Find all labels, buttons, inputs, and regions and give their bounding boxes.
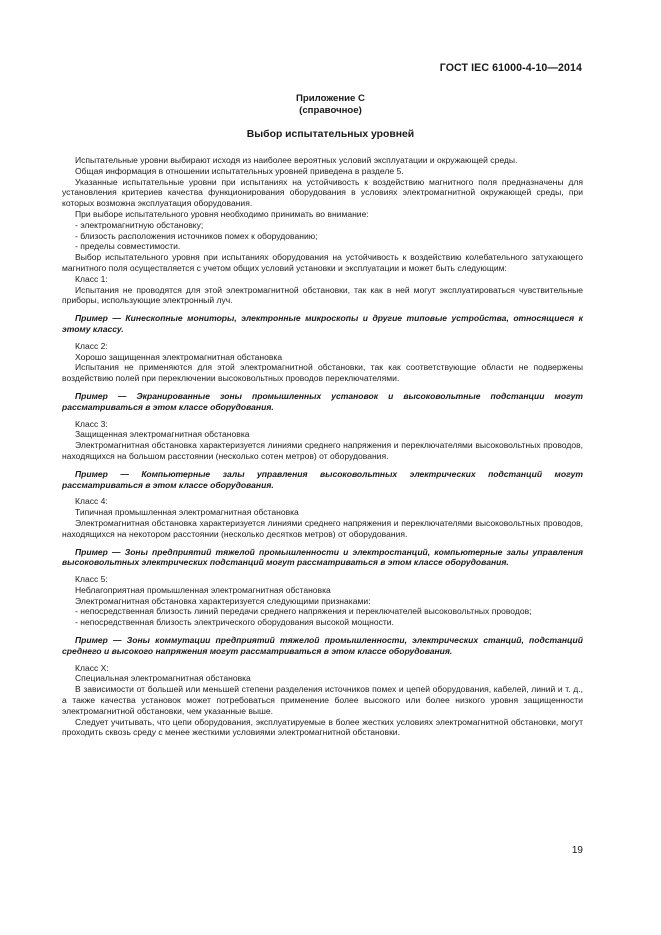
- annex-subtitle: (справочное): [299, 105, 362, 116]
- paragraph: Электромагнитная обстановка характеризуется следующими признаками:: [75, 595, 371, 606]
- class-label: Класс 5:: [75, 574, 108, 585]
- class-label: Класс 2:: [75, 340, 108, 351]
- paragraph: В зависимости от большей или меньшей степени разделения источников помех и цепей оборудования, кабелей, линий и т. д., а также качества установок может потребоваться применение более высокого или более низкого уровня защищенности электромагнитной обстановки, чем указанные выше.: [62, 684, 583, 716]
- section-title: Выбор испытательных уровней: [246, 129, 415, 140]
- list-item: - непосредственная близость линий передачи среднего напряжения и переключателей высоковольтных проводов;: [75, 606, 532, 617]
- annex-heading: [0, 93, 661, 117]
- class-label: Класс 1:: [75, 273, 108, 284]
- paragraph: Испытательные уровни выбирают исходя из наиболее вероятных условий эксплуатации и окружающей среды.: [75, 155, 518, 165]
- document-id: ГОСТ IEC 61000-4-10—2014: [439, 62, 582, 74]
- paragraph: Указанные испытательные уровни при испытаниях на устойчивость к воздействию магнитного поля предназначены для установления критериев качества функционирования оборудования в условиях электромагнитной окружающей среды, при которых возможна эксплуатация оборудования.: [62, 176, 583, 209]
- paragraph: При выборе испытательного уровня необходимо принимать во внимание:: [75, 208, 369, 219]
- class-name: Защищенная электромагнитная обстановка: [75, 429, 250, 440]
- class-label: Класс 4:: [75, 496, 108, 507]
- class-name: Типичная промышленная электромагнитная обстановка: [75, 507, 299, 518]
- example-note: Пример — Зоны предприятий тяжелой промышленности и электростанций, компьютерные залы управления высоковольтных электрических подстанций могут рассматриваться в этом классе оборудования.: [62, 546, 583, 568]
- example-note: Пример — Зоны коммутации предприятий тяжелой промышленности, электрических станций, подстанций среднего и высокого напряжения могут рассматриваться в этом классе оборудования.: [62, 635, 583, 656]
- list-item: - пределы совместимости.: [75, 241, 181, 252]
- class-name: Хорошо защищенная электромагнитная обстановка: [75, 351, 283, 362]
- list-item: - непосредственная близость электрического оборудования высокой мощности.: [75, 617, 394, 628]
- paragraph: Электромагнитная обстановка характеризуется линиями среднего напряжения и переключателями высоковольтных проводов, находящихся на некотором расстоянии (несколько десятков метров) от оборудования.: [62, 517, 583, 539]
- example-note: Пример — Экранированные зоны промышленных установок и высоковольтные подстанции могут рассматриваться в этом классе оборудования.: [62, 390, 583, 412]
- list-item: - близость расположения источников помех к оборудованию;: [75, 230, 318, 241]
- paragraph: Выбор испытательного уровня при испытаниях оборудования на устойчивость к воздействию колебательного затухающего магнитного поля осуществляется с учетом общих условий установки и эксплуатации и может быть следующим:: [62, 252, 583, 273]
- example-note: Пример — Компьютерные залы управления высоковольтных электрических подстанций могут рассматриваться в этом классе оборудования.: [62, 468, 583, 490]
- paragraph: Электромагнитная обстановка характеризуется линиями среднего напряжения и переключателями высоковольтных проводов, находящихся на большом расстоянии (несколько сотен метров) от оборудования.: [62, 440, 583, 461]
- class-name: Специальная электромагнитная обстановка: [75, 673, 251, 684]
- list-item: - электромагнитную обстановку;: [75, 219, 204, 230]
- class-name: Неблагоприятная промышленная электромагнитная обстановка: [75, 584, 331, 595]
- paragraph: Общая информация в отношении испытательных уровней приведена в разделе 5.: [75, 165, 404, 176]
- class-label: Класс 3:: [75, 418, 108, 429]
- example-note: Пример — Кинескопные мониторы, электронные микроскопы и другие типовые устройства, относящиеся к этому классу.: [62, 313, 583, 334]
- paragraph: Испытания не применяются для этой электромагнитной обстановки, так как соответствующие области не подвержены воздействию полей при переключении высоковольтных проводов переключателями.: [62, 362, 583, 384]
- class-label: Класс X:: [75, 662, 109, 673]
- page-number: 19: [571, 845, 583, 856]
- paragraph: Следует учитывать, что цепи оборудования, эксплуатируемые в более жестких условиях электромагнитной обстановки, могут проходить сквозь среду с менее жесткими условиями электромагнитной обстановки.: [62, 716, 583, 738]
- paragraph: Испытания не проводятся для этой электромагнитной обстановки, так как в ней могут эксплуатироваться чувствительные приборы, использующие электронный луч.: [62, 284, 583, 306]
- annex-title: Приложение С: [296, 93, 365, 104]
- document-body: [62, 155, 583, 738]
